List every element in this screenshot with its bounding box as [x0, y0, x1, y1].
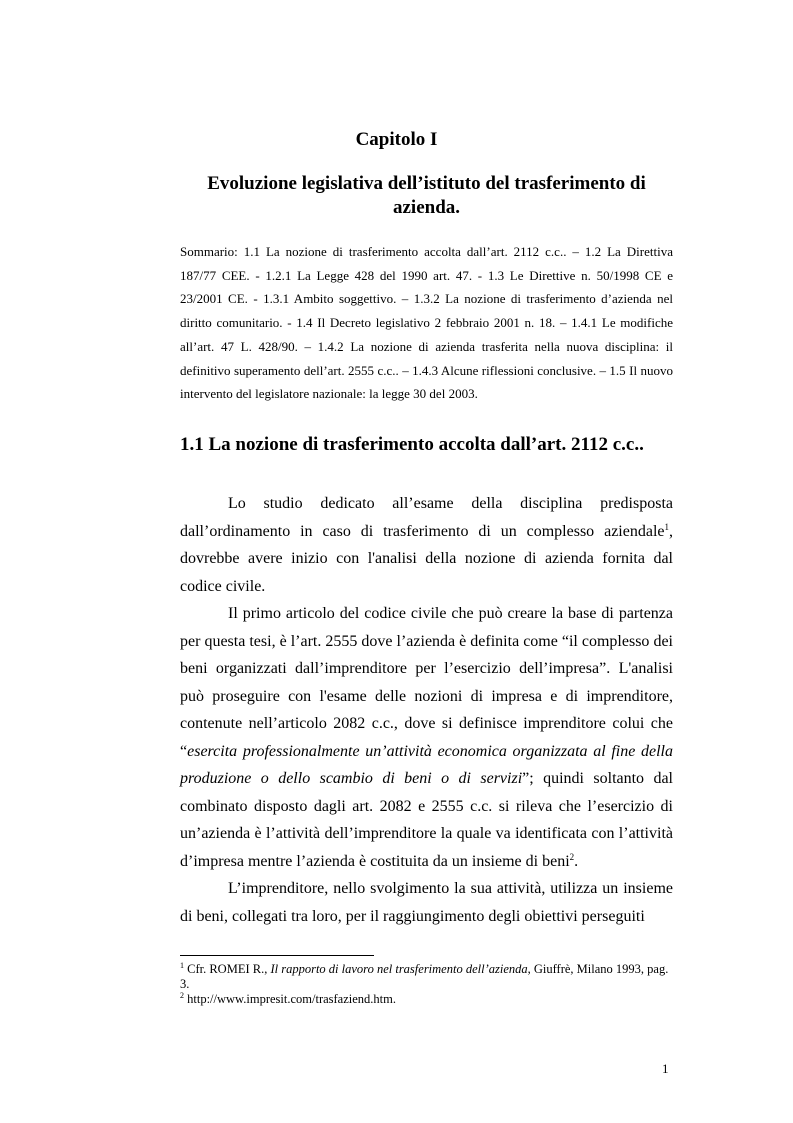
paragraph: [180, 600, 673, 875]
footnote-number: 2: [180, 991, 184, 1000]
footnote-text: Cfr. ROMEI R.,: [184, 962, 271, 976]
footnote-text: , Giuffrè, Milano 1993, pag. 3.: [180, 962, 669, 991]
chapter-title: Evoluzione legislativa dell’istituto del trasferimento di azienda.: [207, 173, 646, 218]
footnotes: [180, 962, 673, 1007]
footnote-divider: [180, 955, 374, 956]
footnote-ref: 2: [569, 851, 575, 862]
paragraph: [180, 875, 673, 930]
paragraph-text: Il primo articolo del codice civile che può creare la base di partenza per questa tesi, è l’art. 2555 dove l’azienda è definita come “il complesso dei beni organizzati dall’imprenditore per l’esercizio dell’impresa”. L'analisi può proseguire con l'esame delle nozioni di impresa e di imprenditore, contenute nell’articolo 2082 c.c., dove si definisce imprenditore colui che “: [180, 605, 673, 760]
paragraph: [180, 490, 673, 600]
footnote: [180, 962, 673, 992]
paragraph-text: .: [574, 852, 579, 870]
footnote: [180, 992, 673, 1007]
footnote-link[interactable]: http://www.impresit.com/trasfaziend.htm.: [184, 992, 396, 1006]
footnote-number: 1: [180, 961, 184, 970]
body-text: [180, 490, 673, 930]
paragraph-text: , dovrebbe avere inizio con l'analisi della nozione di azienda fornita dal codice civile.: [180, 522, 673, 595]
footnote-title-italic: Il rapporto di lavoro nel trasferimento dell’azienda: [270, 962, 528, 976]
footnote-ref: 1: [664, 521, 669, 532]
page-number: 1: [662, 1061, 669, 1076]
section-heading: 1.1 La nozione di trasferimento accolta dall’art. 2112 c.c..: [180, 434, 644, 455]
chapter-summary: Sommario: 1.1 La nozione di trasferimento accolta dall’art. 2112 c.c.. – 1.2 La Direttiva 187/77 CEE. - 1.2.1 La Legge 428 del 1990 art. 47. - 1.3 Le Direttive n. 50/1998 CE e 23/2001 CE. - 1.3.1 Ambito soggettivo. – 1.3.2 La nozione di trasferimento d’azienda nel diritto comunitario. - 1.4 Il Decreto legislativo 2 febbraio 2001 n. 18. – 1.4.1 Le modifiche all’art. 47 L. 428/90. – 1.4.2 La nozione di azienda trasferita nella nuova disciplina: il definitivo superamento dell’art. 2555 c.c.. – 1.4.3 Alcune riflessioni conclusive. – 1.5 Il nuovo intervento del legislatore nazionale: la legge 30 del 2003.: [180, 244, 673, 402]
paragraph-text: Lo studio dedicato all’esame della disciplina predisposta dall’ordinamento in caso di trasferimento di un complesso aziendale: [180, 495, 673, 540]
quote-italic: esercita professionalmente un’attività economica organizzata al fine della produzione o dello scambio di beni o di servizi: [180, 742, 673, 787]
chapter-label: Capitolo I: [355, 129, 438, 150]
paragraph-text: L’imprenditore, nello svolgimento la sua attività, utilizza un insieme di beni, collegati tra loro, per il raggiungimento degli obiettivi perseguiti: [180, 880, 673, 925]
paragraph-text: ”; quindi soltanto dal combinato disposto dagli art. 2082 e 2555 c.c. si rileva che l’esercizio di un’azienda è l’attività dell’imprenditore la quale va identificata con l’attività d’impresa mentre l’azienda è costituita da un insieme di beni: [180, 770, 674, 870]
